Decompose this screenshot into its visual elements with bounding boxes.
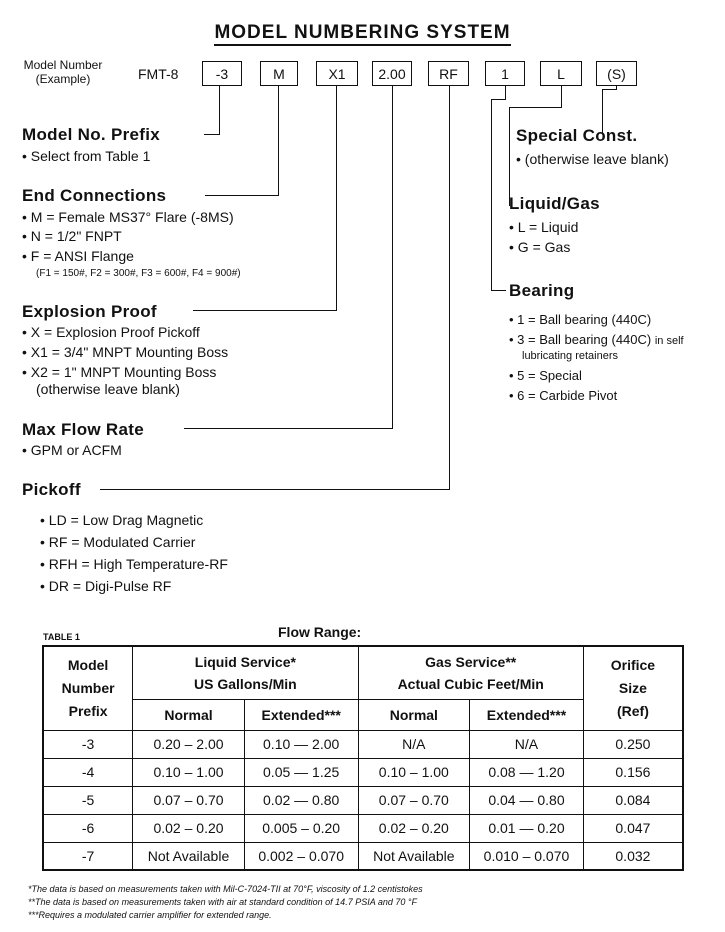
connector-line xyxy=(491,99,492,290)
footnote: ***Requires a modulated carrier amplifier for extended range. xyxy=(28,910,272,920)
liquid-gas-heading: Liquid/Gas xyxy=(509,194,600,213)
bearing-item: • 6 = Carbide Pivot xyxy=(509,388,618,403)
table-cell: Not Available xyxy=(358,842,470,870)
liquid-item: • G = Gas xyxy=(509,239,571,255)
connector-line xyxy=(193,310,337,311)
connector-line xyxy=(336,86,337,311)
code-box-flow: 2.00 xyxy=(372,61,412,86)
end-item: • N = 1/2" FNPT xyxy=(22,228,122,244)
explosion-item: • X = Explosion Proof Pickoff xyxy=(22,324,200,340)
page-title: MODEL NUMBERING SYSTEM xyxy=(0,22,725,44)
connector-line xyxy=(509,107,510,206)
connector-line xyxy=(204,134,220,135)
end-note: (F1 = 150#, F2 = 300#, F3 = 600#, F4 = 900#) xyxy=(36,268,241,279)
pickoff-heading: Pickoff xyxy=(22,480,81,499)
table-row xyxy=(43,786,683,814)
flow-heading: Max Flow Rate xyxy=(22,420,144,439)
table-cell: N/A xyxy=(470,730,584,758)
table-cell: 0.20 – 2.00 xyxy=(133,730,245,758)
table-cell: 0.032 xyxy=(583,842,683,870)
pickoff-item: • RFH = High Temperature-RF xyxy=(40,556,228,572)
header-gas: Gas Service** Actual Cubic Feet/Min xyxy=(358,646,583,699)
table-label: TABLE 1 xyxy=(43,632,80,642)
connector-line xyxy=(491,99,506,100)
header-normal: Normal xyxy=(358,699,470,730)
bearing-item: • 5 = Special xyxy=(509,368,582,383)
footnote: **The data is based on measurements taken with air at standard condition of 14.7 PSIA and 70 °F xyxy=(28,897,417,907)
code-box-liquid: L xyxy=(540,61,582,86)
bearing-heading: Bearing xyxy=(509,281,575,300)
table-cell: -4 xyxy=(43,758,133,786)
flow-item: • GPM or ACFM xyxy=(22,442,122,458)
flow-range-table xyxy=(42,645,684,871)
model-prefix: FMT-8 xyxy=(138,66,179,82)
connector-line xyxy=(505,86,506,100)
connector-line xyxy=(509,107,562,108)
end-item: • F = ANSI Flange xyxy=(22,248,134,264)
table-caption: Flow Range: xyxy=(278,624,362,640)
connector-line xyxy=(219,86,220,135)
header-orifice: Orifice Size (Ref) xyxy=(583,646,683,730)
special-heading: Special Const. xyxy=(516,126,638,145)
connector-line xyxy=(392,86,393,429)
table-cell: 0.010 – 0.070 xyxy=(470,842,584,870)
code-box-end: M xyxy=(260,61,298,86)
table-cell: 0.10 – 1.00 xyxy=(133,758,245,786)
connector-line xyxy=(602,89,617,90)
table-cell: 0.156 xyxy=(583,758,683,786)
table-cell: 0.07 – 0.70 xyxy=(358,786,470,814)
prefix-item: • Select from Table 1 xyxy=(22,148,151,164)
table-cell: -7 xyxy=(43,842,133,870)
table-cell: 0.02 – 0.20 xyxy=(358,814,470,842)
table-cell: 0.047 xyxy=(583,814,683,842)
end-item: • M = Female MS37° Flare (-8MS) xyxy=(22,209,234,225)
connector-line xyxy=(449,86,450,490)
bearing-item: • 1 = Ball bearing (440C) xyxy=(509,312,652,327)
bearing-item: • 3 = Ball bearing (440C) in self xyxy=(509,332,684,347)
connector-line xyxy=(184,428,393,429)
header-extended: Extended*** xyxy=(470,699,584,730)
table-cell: 0.01 — 0.20 xyxy=(470,814,584,842)
table-cell: -5 xyxy=(43,786,133,814)
pickoff-item: • RF = Modulated Carrier xyxy=(40,534,196,550)
table-cell: 0.002 – 0.070 xyxy=(244,842,358,870)
explosion-item: • X1 = 3/4" MNPT Mounting Boss xyxy=(22,344,229,360)
explosion-heading: Explosion Proof xyxy=(22,302,157,321)
header-model: Model Number Prefix xyxy=(43,646,133,730)
header-extended: Extended*** xyxy=(244,699,358,730)
table-cell: -3 xyxy=(43,730,133,758)
table-row xyxy=(43,730,683,758)
code-box-pickoff: RF xyxy=(428,61,469,86)
special-item: • (otherwise leave blank) xyxy=(516,151,669,167)
code-box-bearing: 1 xyxy=(485,61,525,86)
table-cell: 0.02 – 0.20 xyxy=(133,814,245,842)
code-box-explosion: X1 xyxy=(316,61,358,86)
table-row xyxy=(43,758,683,786)
table-row xyxy=(43,814,683,842)
connector-line xyxy=(205,195,279,196)
table-cell: 0.10 – 1.00 xyxy=(358,758,470,786)
table-cell: 0.05 — 1.25 xyxy=(244,758,358,786)
table-cell: 0.04 — 0.80 xyxy=(470,786,584,814)
header-liquid: Liquid Service* US Gallons/Min xyxy=(133,646,358,699)
connector-line xyxy=(278,86,279,195)
table-cell: N/A xyxy=(358,730,470,758)
code-box-special: (S) xyxy=(596,61,637,86)
prefix-heading: Model No. Prefix xyxy=(22,125,160,144)
footnote: *The data is based on measurements taken with Mil-C-7024-TII at 70°F, viscosity of 1.2 centistokes xyxy=(28,884,423,894)
connector-line xyxy=(100,489,450,490)
table-cell: 0.084 xyxy=(583,786,683,814)
table-cell: Not Available xyxy=(133,842,245,870)
table-cell: 0.10 — 2.00 xyxy=(244,730,358,758)
liquid-item: • L = Liquid xyxy=(509,219,579,235)
code-box-prefix: -3 xyxy=(202,61,242,86)
table-cell: 0.250 xyxy=(583,730,683,758)
table-row xyxy=(43,842,683,870)
header-normal: Normal xyxy=(133,699,245,730)
connector-line xyxy=(491,290,506,291)
pickoff-item: • LD = Low Drag Magnetic xyxy=(40,512,204,528)
bearing-note: lubricating retainers xyxy=(522,350,618,362)
table-cell: 0.07 – 0.70 xyxy=(133,786,245,814)
table-cell: -6 xyxy=(43,814,133,842)
pickoff-item: • DR = Digi-Pulse RF xyxy=(40,578,172,594)
explosion-item: • X2 = 1" MNPT Mounting Boss xyxy=(22,364,217,380)
model-number-label: Model Number (Example) xyxy=(23,58,103,86)
table-cell: 0.02 — 0.80 xyxy=(244,786,358,814)
table-cell: 0.005 – 0.20 xyxy=(244,814,358,842)
explosion-note: (otherwise leave blank) xyxy=(36,381,180,397)
end-connections-heading: End Connections xyxy=(22,186,167,205)
connector-line xyxy=(561,86,562,108)
table-cell: 0.08 — 1.20 xyxy=(470,758,584,786)
